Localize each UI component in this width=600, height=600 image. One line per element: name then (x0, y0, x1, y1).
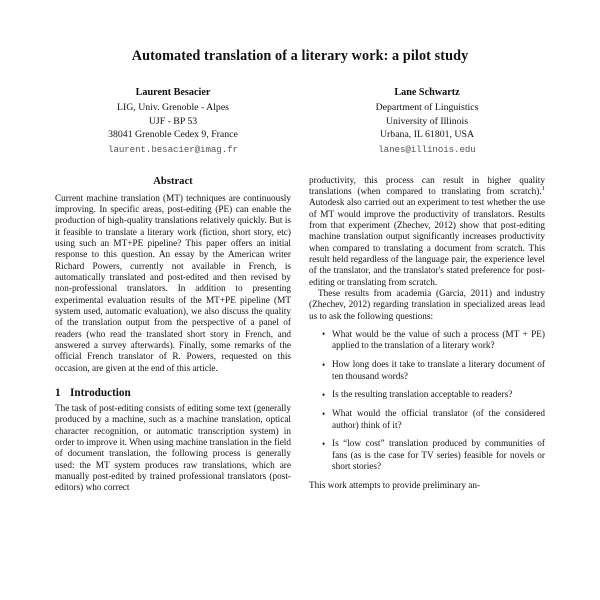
author-affiliation-line: 38041 Grenoble Cedex 9, France (108, 129, 238, 141)
page-title: Automated translation of a literary work: a pilot study (131, 48, 469, 64)
section-title: Introduction (70, 387, 131, 399)
closing-paragraph: This work attempts to provide preliminary an- (309, 480, 481, 491)
abstract-heading: Abstract (153, 175, 193, 187)
author-email[interactable]: laurent.besacier@imag.fr (108, 143, 238, 155)
continued-paragraph (309, 176, 545, 289)
author-block-right (309, 86, 545, 156)
author-name: Lane Schwartz (394, 87, 460, 99)
continued-text-b: Autodesk also carried out an experiment to test whether the use of MT would improve the productivity of translators. Results from that experiment (Zhechev, 2012) show that post-editing machine translation output significantly increases productivity when compared to translating a document from scratch. This result held regardless of the language pair, the experience level of the translator, and the translator's stated preference for post-editing or translating from scratch. (309, 198, 545, 288)
section-heading-introduction (55, 387, 291, 399)
section-number: 1 (55, 387, 61, 399)
right-column (309, 176, 545, 495)
list-item (323, 390, 545, 401)
author-name: Laurent Besacier (135, 87, 211, 99)
bullet-icon: • (322, 389, 326, 400)
author-email[interactable]: lanes@illinois.edu (378, 143, 476, 155)
list-item (323, 439, 545, 473)
author-affiliation-line: LIG, Univ. Grenoble - Alpes (116, 102, 229, 114)
bullet-icon: • (322, 408, 326, 419)
research-questions-list (309, 330, 545, 473)
abstract-text: Current machine translation (MT) techniques are continuously improving. In specific areas, post-editing (PE) can enable the production of high-quality translations relatively quickly. But is it feasible to translate a literary work (fiction, short story, etc) using such an MT+PE pipeline? This paper offers an initial response to this question. An essay by the American writer Richard Powers, currently not available in French, is automatically translated and post-edited and then revised by non-professional translators. In addition to presenting experimental evaluation results of the MT+PE pipeline (MT system used, automatic evaluation), we also discuss the quality of the translation output from the perspective of a panel of readers (who read the translated short story in French, and answered a survey afterwards). Finally, some remarks of the official French translator of R. Powers, requested on this occasion, are given at the end of this article. (55, 193, 291, 374)
introduction-paragraph: The task of post-editing consists of editing some text (generally produced by a machine, such as a machine translation, optical character recognition, or automatic transcription system) in order to improve it. When using machine translation in the field of document translation, the following process is generally used: the MT system produces raw translations, which are manually post-edited by trained professional translators (post-editors) who correct (55, 404, 291, 494)
list-item-text: What would the official translator (of the considered author) think of it? (332, 409, 545, 431)
list-item-text: Is “low cost” translation produced by communities of fans (as is the case for TV series) feasible for novels or short stories? (332, 439, 545, 473)
list-item-text: Is the resulting translation acceptable to readers? (332, 390, 513, 401)
author-block-group (55, 86, 545, 156)
continued-text-a: productivity, this process can result in higher quality translations (when compared to translating from scratch). (309, 175, 545, 197)
author-block-left (55, 86, 291, 156)
left-column (55, 176, 291, 495)
bullet-icon: • (322, 329, 326, 340)
list-item-text: How long does it take to translate a literary document of ten thousand words? (332, 360, 545, 382)
list-item (323, 360, 545, 383)
footnote-marker[interactable]: 1 (541, 184, 545, 192)
questions-intro-paragraph: These results from academia (Garcia, 2011) and industry (Zhechev, 2012) regarding translation in specialized areas lead us to ask the following questions: (309, 288, 545, 322)
list-item (323, 409, 545, 432)
author-affiliation-line: Department of Linguistics (375, 102, 479, 114)
author-affiliation-line: UJF - BP 53 (148, 115, 198, 127)
two-column-body (55, 176, 545, 495)
author-affiliation-line: Urbana, IL 61801, USA (379, 129, 475, 141)
author-affiliation-line: University of Illinois (385, 115, 469, 127)
bullet-icon: • (322, 438, 326, 449)
list-item-text: What would be the value of such a process (MT + PE) applied to the translation of a literary work? (332, 329, 545, 352)
bullet-icon: • (322, 359, 326, 370)
list-item (323, 330, 545, 353)
